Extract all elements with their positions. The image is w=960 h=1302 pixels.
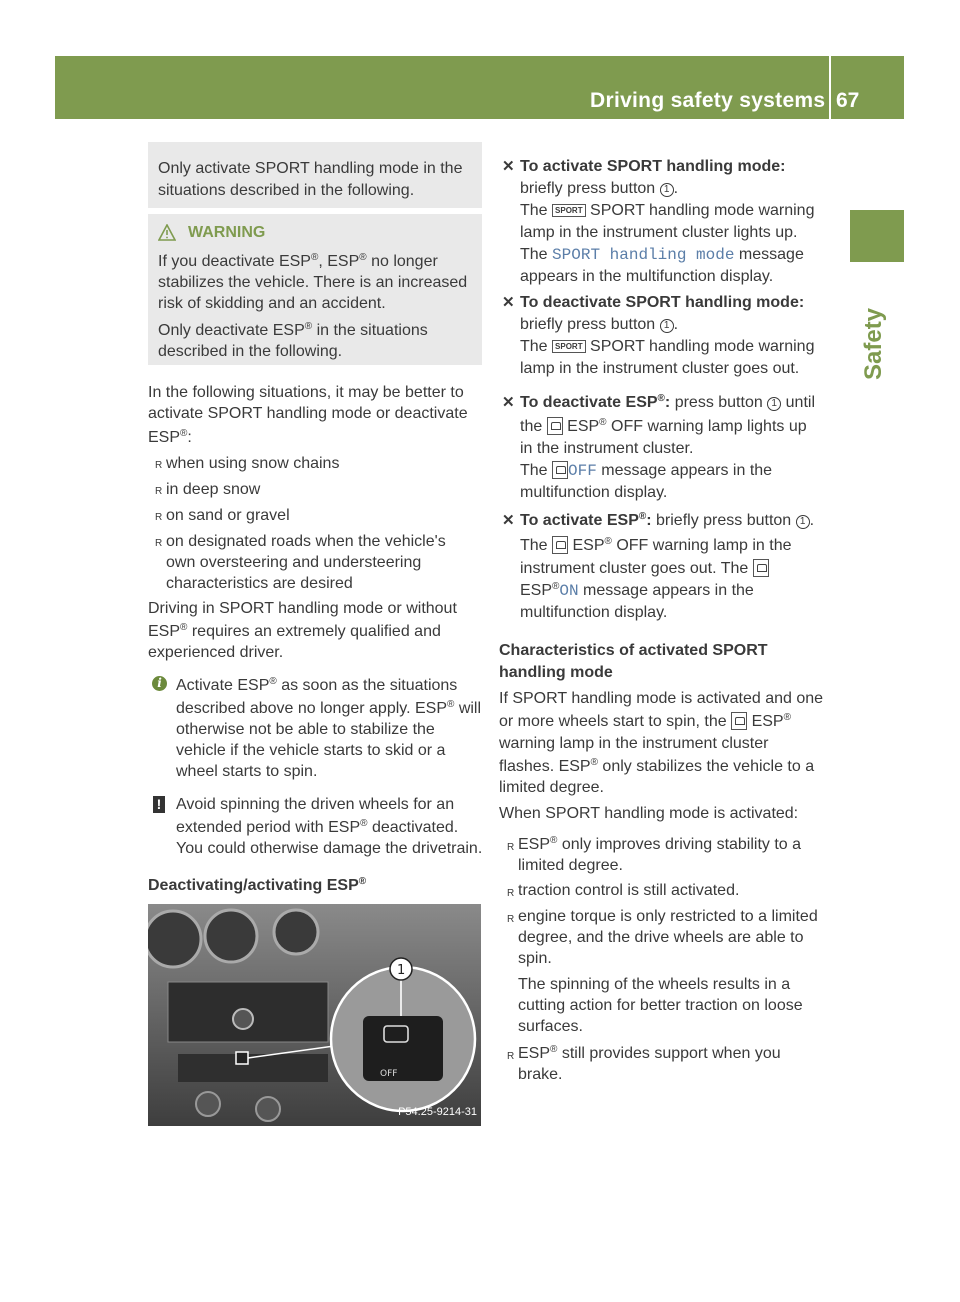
- esp-off-icon: [547, 417, 563, 435]
- button-1-icon: 1: [767, 397, 781, 411]
- step-line: briefly press button 1 .: [520, 316, 679, 333]
- body-line: When SPORT handling mode is activated:: [499, 805, 799, 822]
- warning-heading: WARNING: [188, 224, 266, 241]
- step-line: The OFF message appears in the: [520, 462, 773, 480]
- list-item: on sand or gravel: [166, 507, 290, 524]
- bullet-icon: R: [507, 842, 515, 853]
- dashboard-illustration: [148, 904, 481, 1126]
- bullet-icon: R: [155, 538, 163, 549]
- step-line: The SPORT SPORT handling mode warning: [520, 202, 815, 219]
- list-item: ESP® still provides support when you: [518, 1044, 781, 1062]
- bullet-icon: R: [155, 486, 163, 497]
- body-line: ESP® requires an extremely qualified and: [148, 622, 441, 640]
- dashboard-photo: [148, 904, 481, 1126]
- step-heading: To deactivate SPORT handling mode:: [520, 294, 805, 311]
- button-1-icon: 1: [660, 183, 674, 197]
- bullet-icon: R: [507, 1051, 515, 1062]
- info-icon: i: [152, 676, 167, 691]
- list-item: characteristics are desired: [166, 575, 353, 592]
- step-line: lamp in the instrument cluster lights up.: [520, 224, 798, 241]
- warning-icon: [158, 224, 176, 241]
- list-item: brake.: [518, 1066, 563, 1083]
- step-arrow-icon: ✕: [502, 294, 515, 311]
- photo-reference: P54.25-9214-31: [398, 1105, 477, 1118]
- body-line: experienced driver.: [148, 644, 284, 661]
- list-item: on designated roads when the vehicle's: [166, 533, 446, 550]
- list-item: The spinning of the wheels results in a: [518, 976, 791, 993]
- step-line: lamp in the instrument cluster goes out.: [520, 360, 800, 377]
- callout-number: 1: [397, 963, 406, 978]
- body-line: ESP®:: [148, 428, 192, 446]
- esp-icon: [753, 559, 769, 577]
- list-item: spin.: [518, 950, 552, 967]
- step-arrow-icon: ✕: [502, 512, 515, 529]
- bullet-icon: R: [155, 512, 163, 523]
- button-1-icon: 1: [660, 319, 674, 333]
- list-item: surfaces.: [518, 1018, 583, 1035]
- body-line: Driving in SPORT handling mode or without: [148, 600, 457, 617]
- subsection-heading: handling mode: [499, 664, 613, 681]
- esp-off-icon: [552, 536, 568, 554]
- step-line: To deactivate ESP®: press button 1 until: [520, 393, 816, 411]
- chapter-tab: [850, 210, 904, 262]
- step-heading: To activate SPORT handling mode:: [520, 158, 786, 175]
- page-number: 67: [836, 89, 860, 112]
- body-line: or more wheels start to spin, the ESP®: [499, 712, 791, 730]
- body-line: warning lamp in the instrument cluster: [499, 735, 769, 752]
- body-line: If SPORT handling mode is activated and one: [499, 690, 824, 707]
- step-line: multifunction display.: [520, 484, 668, 501]
- body-line: flashes. ESP® only stabilizes the vehicle to a: [499, 757, 815, 775]
- warning-line: stabilizes the vehicle. There is an increased: [158, 274, 468, 291]
- section-heading: Deactivating/activating ESP®: [148, 876, 367, 894]
- list-item: degree, and the drive wheels are able to: [518, 929, 804, 946]
- section-title: Driving safety systems: [590, 89, 826, 112]
- info-line: otherwise not be able to stabilize the: [176, 721, 435, 738]
- step-line: The SPORT handling mode message: [520, 246, 804, 264]
- warning-line: If you deactivate ESP®, ESP® no longer: [158, 252, 438, 270]
- step-arrow-icon: ✕: [502, 394, 515, 411]
- body-line: activate SPORT handling mode or deactivate: [148, 405, 468, 422]
- bullet-icon: R: [507, 914, 515, 925]
- list-item: limited degree.: [518, 857, 623, 874]
- step-line: instrument cluster goes out. The: [520, 558, 769, 581]
- caution-line: extended period with ESP® deactivated.: [176, 818, 459, 836]
- step-line: multifunction display.: [520, 604, 668, 621]
- chapter-label: Safety: [860, 307, 887, 380]
- bullet-icon: R: [155, 460, 163, 471]
- bullet-icon: R: [507, 888, 515, 899]
- info-line: vehicle if the vehicle starts to skid or a: [176, 742, 446, 759]
- sport-icon: SPORT: [552, 204, 586, 217]
- caution-line: Avoid spinning the driven wheels for an: [176, 796, 455, 813]
- list-item: in deep snow: [166, 481, 261, 498]
- body-line: limited degree.: [499, 779, 604, 796]
- list-item: own oversteering and understeering: [166, 554, 422, 571]
- step-line: ESP®ON message appears in the: [520, 581, 754, 600]
- step-line: The SPORT SPORT handling mode warning: [520, 338, 815, 355]
- note-line: Only activate SPORT handling mode in the: [158, 160, 463, 177]
- list-item: cutting action for better traction on loose: [518, 997, 803, 1014]
- step-line: briefly press button 1 .: [520, 180, 679, 197]
- note-line: situations described in the following.: [158, 182, 415, 199]
- esp-icon: [731, 712, 747, 730]
- esp-icon: [552, 461, 568, 479]
- caution-line: You could otherwise damage the drivetrain.: [176, 840, 483, 857]
- list-item: engine torque is only restricted to a limited: [518, 908, 818, 925]
- step-line: The ESP® OFF warning lamp in the: [520, 536, 792, 554]
- warning-line: risk of skidding and an accident.: [158, 295, 386, 312]
- sport-icon: SPORT: [552, 340, 586, 353]
- warning-line: Only deactivate ESP® in the situations: [158, 321, 428, 339]
- step-line: in the instrument cluster.: [520, 440, 694, 457]
- step-line: To activate ESP®: briefly press button 1 .: [520, 511, 815, 529]
- step-line: the ESP® OFF warning lamp lights up: [520, 417, 807, 435]
- list-item: when using snow chains: [166, 455, 340, 472]
- button-1-icon: 1: [796, 515, 810, 529]
- caution-icon: !: [153, 796, 165, 813]
- off-label: OFF: [380, 1069, 398, 1079]
- info-line: wheel starts to spin.: [176, 763, 318, 780]
- step-line: appears in the multifunction display.: [520, 268, 774, 285]
- header-separator: [829, 56, 831, 119]
- body-line: In the following situations, it may be better to: [148, 384, 464, 401]
- warning-line: described in the following.: [158, 343, 343, 360]
- subsection-heading: Characteristics of activated SPORT: [499, 642, 768, 659]
- list-item: ESP® only improves driving stability to a: [518, 835, 802, 853]
- step-arrow-icon: ✕: [502, 158, 515, 175]
- info-line: Activate ESP® as soon as the situations: [176, 676, 458, 694]
- list-item: traction control is still activated.: [518, 882, 740, 899]
- info-line: described above no longer apply. ESP® will: [176, 699, 482, 717]
